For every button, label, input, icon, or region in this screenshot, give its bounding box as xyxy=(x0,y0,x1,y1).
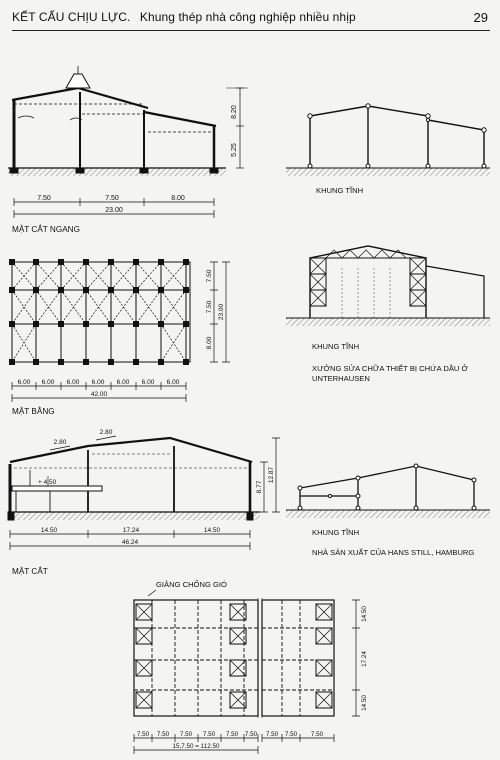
dim-s1-b: 7.50 xyxy=(105,195,119,202)
caption-cross-section: MẶT CẮT NGANG xyxy=(12,225,80,234)
dim-s3-total: 46.24 xyxy=(121,539,139,546)
static-frame-3 xyxy=(286,464,490,518)
dim-s4-r1: 14.50 xyxy=(361,606,368,622)
bracing-cross xyxy=(136,604,332,708)
dim-s2-4: 6.00 xyxy=(91,379,105,386)
dim-s1-a: 7.50 xyxy=(37,195,51,202)
dim-s4-3: 7.50 xyxy=(179,731,193,738)
bracing-plan xyxy=(134,590,360,754)
dim-s1-c: 8.00 xyxy=(171,195,185,202)
dim-s4-8: 7.50 xyxy=(284,731,298,738)
caption-static-frame-3: KHUNG TĨNH xyxy=(312,528,360,537)
dim-s4-6: 7.50 xyxy=(244,731,258,738)
section-title: KẾT CẤU CHỊU LỰC. xyxy=(12,10,131,24)
dim-s2-r1: 7.50 xyxy=(206,269,213,283)
dim-s4-7: 7.50 xyxy=(265,731,279,738)
dim-s3-roof1: 2.80 xyxy=(53,439,67,446)
dim-s4-r3: 14.50 xyxy=(361,695,368,711)
dim-s2-6: 6.00 xyxy=(141,379,155,386)
dim-s3-3: 14.50 xyxy=(203,527,221,534)
dim-s3-2: 17.24 xyxy=(122,527,140,534)
dim-s2-r3: 8.00 xyxy=(206,336,213,350)
dim-s3-roof2: 2.80 xyxy=(99,429,113,436)
dim-s4-9: 7.50 xyxy=(310,731,324,738)
static-frame-1 xyxy=(286,104,490,176)
plan-dims-bottom xyxy=(18,379,180,398)
dim-s2-2: 6.00 xyxy=(41,379,55,386)
dim-s2-r2: 7.50 xyxy=(206,300,213,314)
dim-s1-total: 23.00 xyxy=(105,207,123,214)
dim-s4-4: 7.50 xyxy=(202,731,216,738)
dim-s2-rtotal: 23.00 xyxy=(218,303,225,321)
dim-s2-3: 6.00 xyxy=(66,379,80,386)
dim-s4-1: 7.50 xyxy=(136,731,150,738)
static-frame-2 xyxy=(286,246,490,326)
caption-static-frame-1: KHUNG TĨNH xyxy=(316,186,364,195)
chapter-subtitle: Khung thép nhà công nghiệp nhiều nhịp xyxy=(139,10,356,24)
project-name-3: NHÀ SẢN XUẤT CỦA HANS STILL, HAMBURG xyxy=(312,548,475,557)
dim-s1-h2: 8.20 xyxy=(231,105,238,119)
dim-s2-1: 6.00 xyxy=(17,379,31,386)
level-mark: + 4.50 xyxy=(38,479,57,486)
dim-s1-h1: 5.25 xyxy=(231,143,238,157)
page-number: 29 xyxy=(473,10,488,25)
dim-s4-2: 7.50 xyxy=(156,731,170,738)
dim-s4-r2: 17.24 xyxy=(361,651,368,667)
dim-s4-total: 15,7.50 = 112.50 xyxy=(172,743,220,750)
dim-s2-7: 6.00 xyxy=(166,379,180,386)
bracing-label: GIẰNG CHỐNG GIÓ xyxy=(156,580,227,589)
dim-s2-5: 6.00 xyxy=(116,379,130,386)
dim-s3-h1: 8.77 xyxy=(256,480,263,494)
dim-s3-1: 14.50 xyxy=(40,527,58,534)
dim-s3-h2: 12.87 xyxy=(268,466,275,484)
caption-section: MẶT CẮT xyxy=(12,567,48,576)
caption-plan: MẶT BẰNG xyxy=(12,407,55,416)
project-name-2: XƯỞNG SỬA CHỮA THIẾT BỊ CHỨA DẦU Ở UNTERHAUSEN xyxy=(312,364,468,384)
dim-s4-5: 7.50 xyxy=(225,731,239,738)
caption-static-frame-2: KHUNG TĨNH xyxy=(312,342,360,351)
dim-s2-total: 42.00 xyxy=(90,391,108,398)
